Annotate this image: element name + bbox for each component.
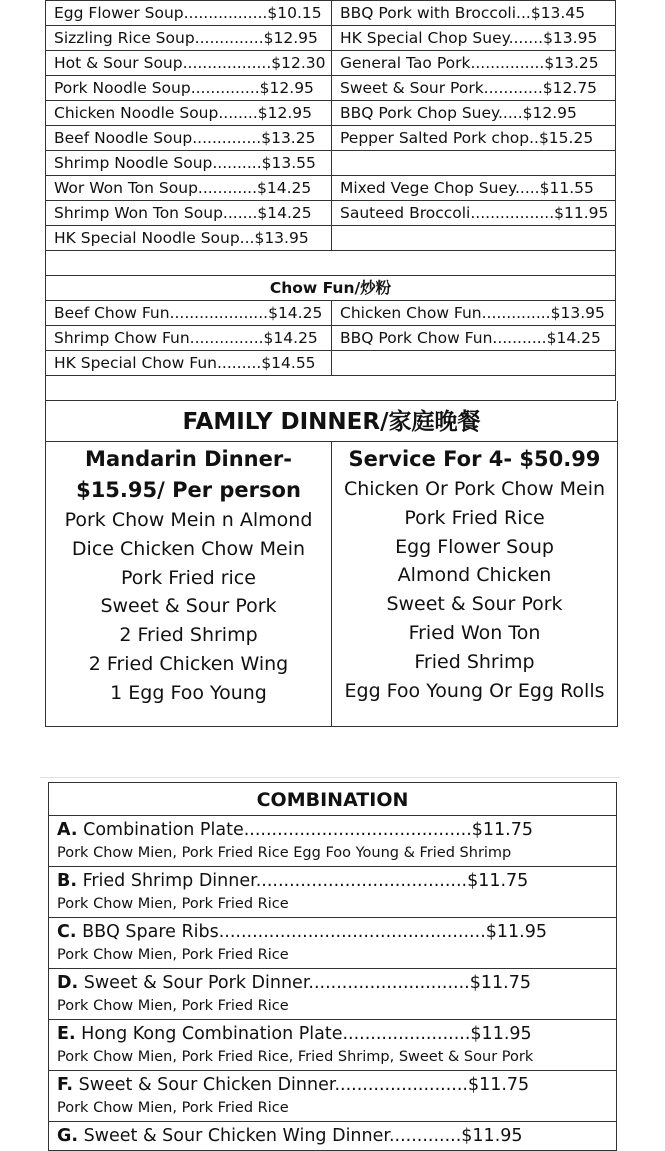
chow-fun-item-right: Chicken Chow Fun..............$13.95 xyxy=(332,301,616,326)
combination-item xyxy=(49,1020,616,1071)
soup-item-right: Pepper Salted Pork chop..$15.25 xyxy=(332,126,616,151)
soup-row xyxy=(46,126,616,151)
blank-row xyxy=(46,251,616,276)
combination-title: COMBINATION xyxy=(49,783,616,816)
combination-name-text: BBQ Spare Ribs................................................$11.95 xyxy=(76,922,547,942)
combination-item xyxy=(49,1071,616,1122)
combination-item-name xyxy=(57,1022,608,1046)
combination-item-name xyxy=(57,818,608,842)
combination-name-text: Sweet & Sour Chicken Dinner........................$11.75 xyxy=(73,1075,530,1095)
combination-letter: A. xyxy=(57,820,78,840)
mandarin-dinner-item: Pork Fried rice xyxy=(121,566,256,589)
soup-item-left: Hot & Sour Soup..................$12.30 xyxy=(46,51,332,76)
combination-name-text: Fried Shrimp Dinner......................................$11.75 xyxy=(77,871,529,891)
soup-item-right: Sauteed Broccoli.................$11.95 xyxy=(332,201,616,226)
combination-letter: D. xyxy=(57,973,79,993)
chow-fun-title: Chow Fun/炒粉 xyxy=(46,276,616,301)
combination-item-name xyxy=(57,920,608,944)
combination-name-text: Combination Plate.........................................$11.75 xyxy=(77,820,534,840)
menu-page xyxy=(45,0,616,727)
chow-fun-row xyxy=(46,326,616,351)
combination-name-text: Sweet & Sour Pork Dinner.............................$11.75 xyxy=(78,973,531,993)
combination-letter: C. xyxy=(57,922,77,942)
mandarin-dinner-item: Sweet & Sour Pork xyxy=(100,595,277,618)
chow-fun-item-left: Beef Chow Fun....................$14.25 xyxy=(46,301,332,326)
combination-item-desc: Pork Chow Mien, Pork Fried Rice xyxy=(57,998,289,1014)
soup-row xyxy=(46,76,616,101)
service-for-4-item: Fried Shrimp xyxy=(414,650,535,673)
combination-item-desc: Pork Chow Mien, Pork Fried Rice xyxy=(57,1100,289,1116)
chow-fun-item-right xyxy=(332,351,616,376)
soup-item-left: Shrimp Won Ton Soup.......$14.25 xyxy=(46,201,332,226)
combination-item-name xyxy=(57,1124,608,1148)
soup-item-right xyxy=(332,226,616,251)
mandarin-dinner-item: 2 Fried Shrimp xyxy=(119,624,258,647)
soup-item-left: HK Special Noodle Soup...$13.95 xyxy=(46,226,332,251)
soup-row xyxy=(46,226,616,251)
soup-row xyxy=(46,51,616,76)
combination-item-name xyxy=(57,1073,608,1097)
combination-item-desc: Pork Chow Mien, Pork Fried Rice xyxy=(57,947,289,963)
soup-item-right: BBQ Pork Chop Suey.....$12.95 xyxy=(332,101,616,126)
mandarin-dinner-item: Dice Chicken Chow Mein xyxy=(71,537,306,560)
family-dinner-section xyxy=(45,401,618,727)
soup-item-left: Egg Flower Soup.................$10.15 xyxy=(46,1,332,26)
chow-fun-row xyxy=(46,351,616,376)
mandarin-dinner-item: 2 Fried Chicken Wing xyxy=(88,652,289,675)
blank-row xyxy=(46,376,616,401)
chow-fun-item-left: HK Special Chow Fun.........$14.55 xyxy=(46,351,332,376)
soup-item-left: Chicken Noodle Soup........$12.95 xyxy=(46,101,332,126)
family-dinner-title: FAMILY DINNER/家庭晚餐 xyxy=(46,401,617,442)
service-for-4-item: Sweet & Sour Pork xyxy=(386,593,563,616)
combination-letter: G. xyxy=(57,1126,79,1146)
soup-row xyxy=(46,101,616,126)
service-for-4-item: Egg Flower Soup xyxy=(395,535,554,558)
soup-item-right: Sweet & Sour Pork............$12.75 xyxy=(332,76,616,101)
mandarin-dinner-price: $15.95/ Per person xyxy=(76,478,301,502)
service-for-4-item: Chicken Or Pork Chow Mein xyxy=(343,478,606,500)
divider xyxy=(40,777,620,778)
soup-row xyxy=(46,26,616,51)
combination-letter: F. xyxy=(57,1075,74,1095)
service-for-4-column xyxy=(332,442,617,726)
soup-item-left: Shrimp Noodle Soup..........$13.55 xyxy=(46,151,332,176)
service-for-4-heading: Service For 4- $50.99 xyxy=(348,447,601,471)
combination-item-desc: Pork Chow Mien, Pork Fried Rice Egg Foo Young & Fried Shrimp xyxy=(57,845,512,861)
chow-fun-item-right: BBQ Pork Chow Fun...........$14.25 xyxy=(332,326,616,351)
mandarin-dinner-item: Pork Chow Mein n Almond xyxy=(64,509,313,531)
mandarin-dinner-item: 1 Egg Foo Young xyxy=(110,681,267,704)
combination-item-desc: Pork Chow Mien, Pork Fried Rice, Fried Shrimp, Sweet & Sour Pork xyxy=(57,1049,534,1065)
combination-letter: E. xyxy=(57,1024,76,1044)
combination-letter: B. xyxy=(57,871,77,891)
soup-item-right: Mixed Vege Chop Suey.....$11.55 xyxy=(332,176,616,201)
soup-row xyxy=(46,151,616,176)
soup-item-right xyxy=(332,151,616,176)
service-for-4-item: Fried Won Ton xyxy=(408,621,541,644)
soup-item-right: BBQ Pork with Broccoli...$13.45 xyxy=(332,1,616,26)
service-for-4-item: Egg Foo Young Or Egg Rolls xyxy=(344,679,605,702)
combination-name-text: Sweet & Sour Chicken Wing Dinner.............$11.95 xyxy=(78,1126,523,1146)
soup-row xyxy=(46,1,616,26)
combination-item xyxy=(49,867,616,918)
combination-item xyxy=(49,816,616,867)
mandarin-dinner-column xyxy=(46,442,332,726)
service-for-4-item: Almond Chicken xyxy=(397,564,552,587)
service-for-4-item: Pork Fried Rice xyxy=(404,506,545,529)
soup-row xyxy=(46,176,616,201)
soup-item-left: Beef Noodle Soup..............$13.25 xyxy=(46,126,332,151)
combination-section xyxy=(48,782,617,1151)
soup-item-left: Pork Noodle Soup..............$12.95 xyxy=(46,76,332,101)
soup-item-right: HK Special Chop Suey.......$13.95 xyxy=(332,26,616,51)
combination-item xyxy=(49,1122,616,1151)
chow-fun-row xyxy=(46,301,616,326)
combination-item xyxy=(49,969,616,1020)
combination-item xyxy=(49,918,616,969)
soup-item-left: Wor Won Ton Soup............$14.25 xyxy=(46,176,332,201)
soup-row xyxy=(46,201,616,226)
combination-item-name xyxy=(57,971,608,995)
soup-item-right: General Tao Pork...............$13.25 xyxy=(332,51,616,76)
mandarin-dinner-heading: Mandarin Dinner- xyxy=(85,447,292,471)
soup-table xyxy=(45,0,616,401)
combination-item-desc: Pork Chow Mien, Pork Fried Rice xyxy=(57,896,289,912)
soup-item-left: Sizzling Rice Soup..............$12.95 xyxy=(46,26,332,51)
combination-item-name xyxy=(57,869,608,893)
combination-name-text: Hong Kong Combination Plate.......................$11.95 xyxy=(75,1024,532,1044)
chow-fun-item-left: Shrimp Chow Fun...............$14.25 xyxy=(46,326,332,351)
